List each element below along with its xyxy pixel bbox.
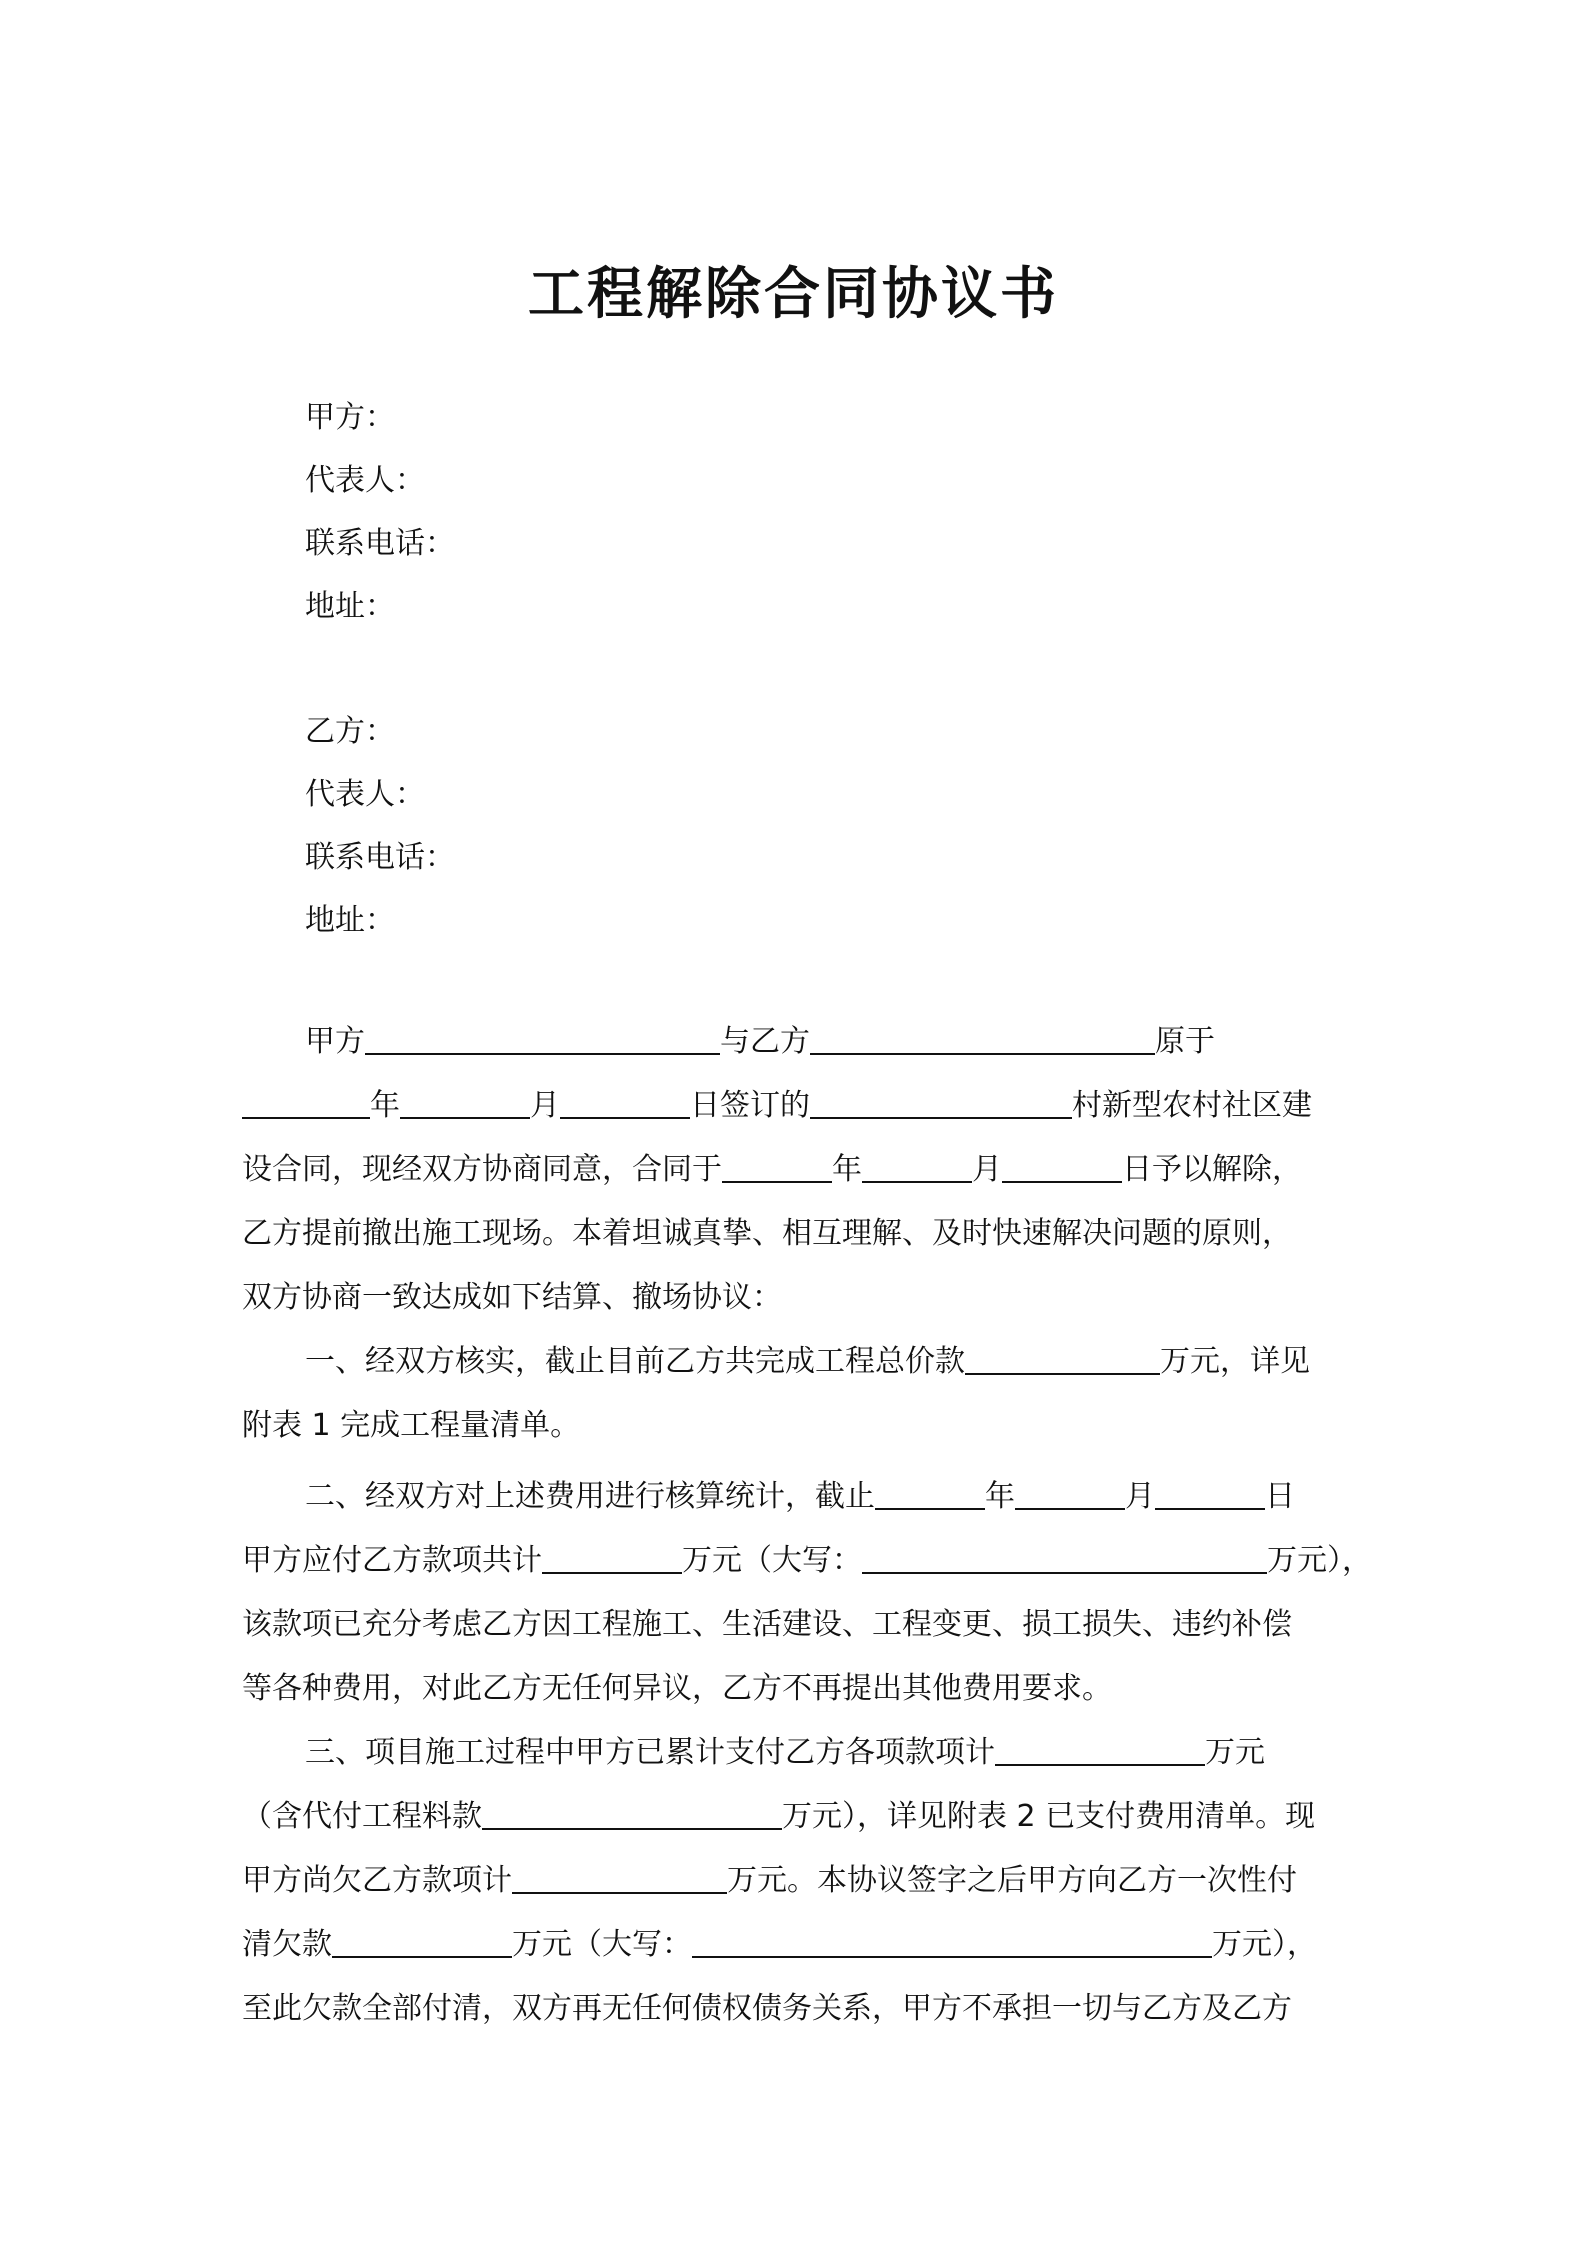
preamble-line-4: 乙方提前撤出施工现场。本着坦诚真挚、相互理解、及时快速解决问题的原则， (242, 1216, 1292, 1251)
clause-2-line-4: 等各种费用，对此乙方无任何异议，乙方不再提出其他费用要求。 (242, 1671, 1112, 1706)
text-fragment: 与乙方 (720, 1024, 810, 1059)
party-a-name-blank (365, 1023, 720, 1055)
party-a-label: 甲方： (305, 400, 395, 435)
text-fragment: 日签订的 (690, 1088, 810, 1123)
text-fragment: 三、项目施工过程中甲方已累计支付乙方各项款项计 (305, 1735, 995, 1770)
party-a-phone: 联系电话： (305, 526, 455, 561)
amount-in-words-blank (692, 1926, 1212, 1958)
contract-name-blank (810, 1087, 1072, 1119)
clause-3-line-2 (242, 1797, 1362, 1837)
preamble-line-3 (242, 1150, 1362, 1190)
text-fragment: 原于 (1155, 1024, 1215, 1059)
year-blank (242, 1087, 370, 1119)
party-b-label: 乙方： (305, 714, 395, 749)
amount-in-words-blank (862, 1542, 1267, 1574)
text-fragment: 月 (972, 1152, 1002, 1187)
text-fragment: 清欠款 (242, 1927, 332, 1962)
text-fragment: 年 (985, 1479, 1015, 1514)
preamble-line-1 (305, 1022, 1425, 1062)
text-fragment: 万元 (1205, 1735, 1265, 1770)
day-blank (1155, 1478, 1265, 1510)
text-fragment: （含代付工程料款 (242, 1799, 482, 1834)
paid-amount-blank (995, 1734, 1205, 1766)
text-fragment: 甲方 (305, 1024, 365, 1059)
outstanding-amount-blank (512, 1862, 727, 1894)
clause-2-line-1 (305, 1477, 1425, 1517)
day-blank (1002, 1151, 1122, 1183)
text-fragment: 年 (832, 1152, 862, 1187)
text-fragment: 万元，详见 (1160, 1344, 1310, 1379)
text-fragment: 甲方应付乙方款项共计 (242, 1543, 542, 1578)
total-price-blank (965, 1343, 1160, 1375)
clause-3-line-3 (242, 1861, 1362, 1901)
text-fragment: 日 (1265, 1479, 1295, 1514)
text-fragment: 月 (530, 1088, 560, 1123)
month-blank (1015, 1478, 1125, 1510)
year-blank (722, 1151, 832, 1183)
clause-2-line-3: 该款项已充分考虑乙方因工程施工、生活建设、工程变更、损工损失、违约补偿 (242, 1607, 1292, 1642)
text-fragment: 万元）， (1267, 1543, 1372, 1578)
party-b-representative: 代表人： (305, 777, 425, 812)
text-fragment: 设合同，现经双方协商同意，合同于 (242, 1152, 722, 1187)
text-fragment: 万元。本协议签字之后甲方向乙方一次性付 (727, 1863, 1297, 1898)
clause-3-line-4 (242, 1925, 1362, 1965)
amount-blank (542, 1542, 682, 1574)
year-blank (875, 1478, 985, 1510)
text-fragment: 甲方尚欠乙方款项计 (242, 1863, 512, 1898)
clause-1-line-2: 附表 1 完成工程量清单。 (242, 1408, 581, 1443)
party-a-representative: 代表人： (305, 463, 425, 498)
text-fragment: 年 (370, 1088, 400, 1123)
clause-1-line-1 (305, 1342, 1425, 1382)
party-b-phone: 联系电话： (305, 840, 455, 875)
text-fragment: 万元（大写： (512, 1927, 692, 1962)
party-b-address: 地址： (305, 903, 395, 938)
party-a-address: 地址： (305, 589, 395, 624)
preamble-line-2 (242, 1086, 1362, 1126)
month-blank (400, 1087, 530, 1119)
preamble-line-5: 双方协商一致达成如下结算、撤场协议： (242, 1280, 782, 1315)
day-blank (560, 1087, 690, 1119)
month-blank (862, 1151, 972, 1183)
party-b-name-blank (810, 1023, 1155, 1055)
clause-3-line-5: 至此欠款全部付清，双方再无任何债权债务关系，甲方不承担一切与乙方及乙方 (242, 1991, 1292, 2026)
document-title: 工程解除合同协议书 (528, 261, 1059, 327)
text-fragment: 万元），详见附表 2 已支付费用清单。现 (782, 1799, 1316, 1834)
text-fragment: 万元）， (1212, 1927, 1317, 1962)
material-payment-blank (482, 1798, 782, 1830)
text-fragment: 万元（大写： (682, 1543, 862, 1578)
text-fragment: 月 (1125, 1479, 1155, 1514)
text-fragment: 日予以解除， (1122, 1152, 1302, 1187)
settlement-amount-blank (332, 1926, 512, 1958)
text-fragment: 二、经双方对上述费用进行核算统计，截止 (305, 1479, 875, 1514)
text-fragment: 一、经双方核实，截止目前乙方共完成工程总价款 (305, 1344, 965, 1379)
text-fragment: 村新型农村社区建 (1072, 1088, 1312, 1123)
clause-2-line-2 (242, 1541, 1372, 1581)
clause-3-line-1 (305, 1733, 1425, 1773)
